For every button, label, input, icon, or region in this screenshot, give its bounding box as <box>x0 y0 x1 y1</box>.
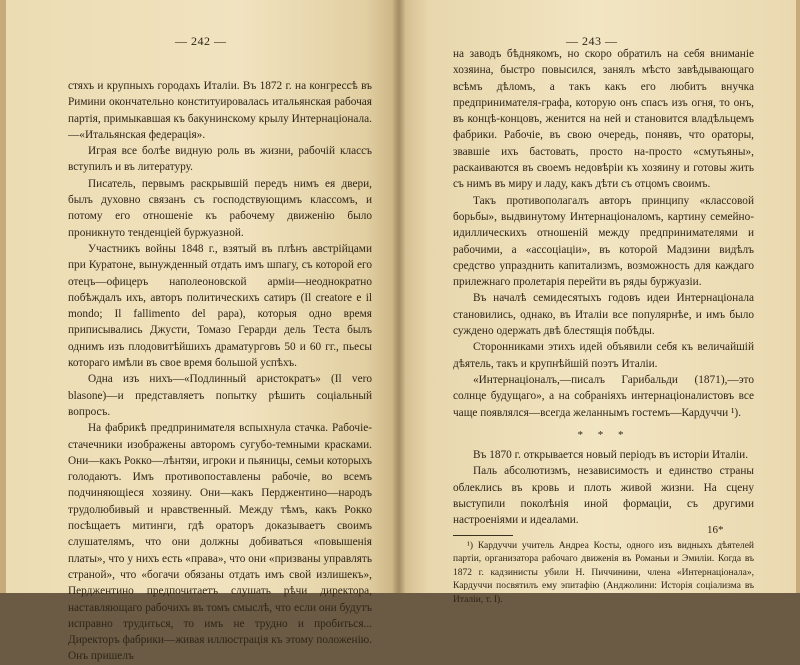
section-separator: * * * <box>577 428 630 441</box>
paragraph: На фабрикѣ предпринимателя вспыхнула стачка. Рабочіе-стачечники изображены авторомъ сугубо-темными красками. Они—какъ Рокко—лѣнтяи, игроки и пьяницы, семьи которыхъ голодаютъ. Имъ противопоставлены рабочіе, во всемъ подчиняющіеся хозяину. Они—какъ Перджентино—народъ трудолюбивый и нравственный. Между тѣмъ, какъ Рокко посѣщаетъ митинги, гдѣ ораторъ доказываетъ своимъ слушателямъ, что они должны добиваться «повышенія платы», что у нихъ есть «права», что они «призваны управлять страной», что «богачи обязаны отдать имъ свой излишекъ», Перджентино предпочитаетъ слушать рѣчи директора, наставляющаго рабочихъ въ томъ смыслѣ, что если они будутъ исправно трудиться, то имъ не трудно и пробиться... Директоръ фабрики—живая иллюстрація къ этому положенію. Онъ пришелъ <box>68 422 372 663</box>
paragraph: на заводъ бѣднякомъ, но скоро обратилъ на себя вниманіе хозяина, быстро повысился, занялъ мѣсто завѣдывающаго всѣмъ дѣломъ, а такъ какъ его любитъ внучка предпринимателя-графа, которую онъ спасъ изъ огня, то онъ, въ концѣ-концовъ, женится на ней и становится владѣльцемъ фабрики. Рабочіе, въ свою очередь, понявъ, что ораторы, звавшіе ихъ бастовать, просто на-просто «смутьяны», раскаиваются въ своемъ недовѣріи къ хозяину и готовы жить съ нимъ въ миру и ладу, какъ дѣти съ отцомъ своимъ. <box>453 48 754 191</box>
paragraph: Паль абсолютизмъ, независимость и единство страны облеклись въ кровь и плоть живой жизни. На сцену выступили поколѣнія иной формаціи, съ другими настроеніями и идеалами. <box>453 465 754 527</box>
right-page <box>397 0 800 605</box>
paragraph: Въ 1870 г. открывается новый періодъ въ исторіи Италіи. <box>473 449 749 462</box>
paragraph: Сторонниками этихъ идей объявили себя къ величайшій дѣятель, такъ и крупнѣйшій поэтъ Италіи. <box>453 341 754 370</box>
paragraph: Въ началѣ семидесятыхъ годовъ идеи Интернаціонала становились, однако, въ Италіи все популярнѣе, и имъ было суждено одержать двѣ блестящія побѣды. <box>453 292 754 338</box>
paragraph: «Интернаціоналъ,—писалъ Гарибальди (1871),—это солнце будущаго», а на собраніяхъ интернаціоналистовъ все чаще появлялся—всегда желаннымъ гостемъ—Кардуччи ¹). <box>453 373 754 419</box>
paragraph: Одна изъ нихъ—«Подлинный аристократъ» (Il vero blasone)—и представляетъ попытку рѣшить соціальный вопросъ. <box>68 373 372 418</box>
paragraph: Писатель, первымъ раскрывшій передъ нимъ ея двери, былъ духовно связанъ съ господствующимъ классомъ, и потому его отношеніе къ рабочему движенію было проникнуто тенденціей буржуазной. <box>68 177 372 239</box>
left-page-body <box>68 78 372 665</box>
paragraph: Участникъ войны 1848 г., взятый въ плѣнъ австрійцами при Куратоне, вынужденный отдать имъ шпагу, съ которой его отецъ—офицеръ наполеоновской арміи—неоднократно побѣждалъ ихъ, авторъ политическихъ сатиръ (Il creatore e il mondo; Il fallimento del papa), которыя одно время приписывались Джусти, Томазо Герарди дель Теста былъ однимъ изъ плодовитѣйшихъ драматурговъ 50 и 60 гг., пьесы котораго имѣли въ свое время большой успѣхъ. <box>68 242 372 370</box>
signature-mark: 16* <box>707 524 724 536</box>
footnote-rule <box>453 535 513 536</box>
left-page <box>0 0 397 663</box>
paragraph: стяхъ и крупныхъ городахъ Италіи. Въ 1872 г. на конгрессѣ въ Римини окончательно конституировалась итальянская рабочая партія, примыкавшая къ бакунинскому крылу Интернаціонала.—«Итальянская федерація». <box>68 80 372 141</box>
page-number-left: — 242 — <box>175 34 227 48</box>
page-number-right: — 243 — <box>566 34 618 48</box>
right-page-body <box>453 46 754 607</box>
footnote <box>453 540 754 608</box>
footnote-text: ¹) Кардуччи учитель Андреа Косты, одного изъ видныхъ дѣятелей партіи, организатора рабочаго движенія въ Романьи и Эмиліи. Когда въ 1872 г. кадзинисты убили Н. Пиччинини, члена «Интернаціонала», Кардуччи посвятилъ ему эпитафію (Анджолини: Исторія соціализма въ Италіи, т. I). <box>453 540 754 605</box>
paragraph: Играя все болѣе видную роль въ жизни, рабочій классъ вступилъ и въ литературу. <box>68 145 372 174</box>
paragraph: Такъ противополагалъ авторъ принципу «классовой борьбы», выдвинутому Интернаціоналомъ, картину семейно-идиллическихъ отношеній между предпринимателями и рабочими, а «ассоціаціи», въ которой Мадзини видѣлъ средство упразднить капитализмъ, возможность для каждаго прилежнаго пролетарія перейти въ ряды буржуазіи. <box>453 194 754 289</box>
